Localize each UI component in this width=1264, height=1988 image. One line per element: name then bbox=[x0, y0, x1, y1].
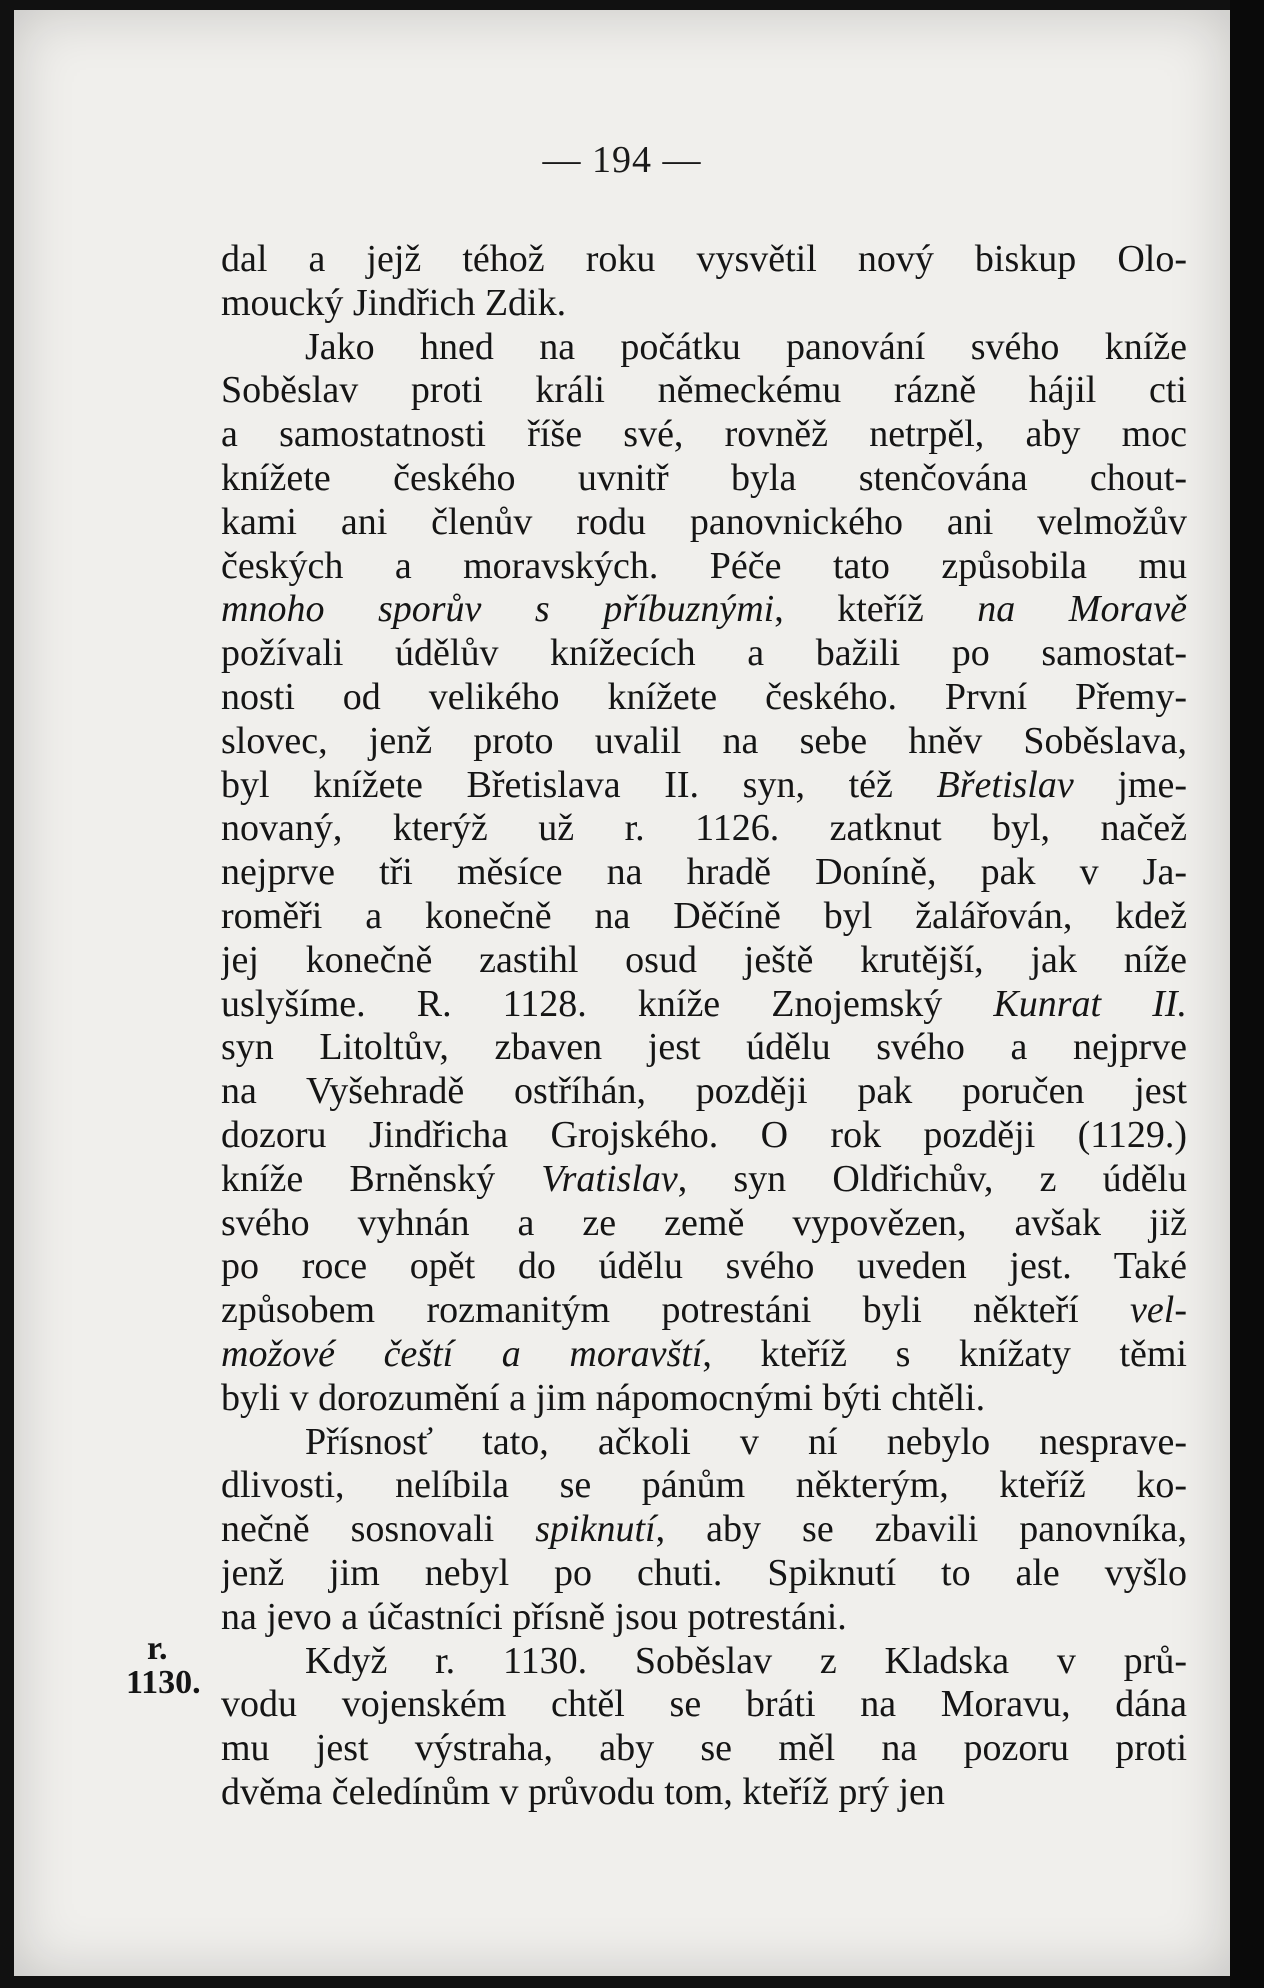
margin-note-r: r. bbox=[147, 1630, 168, 1667]
italic-phrase: spiknutí bbox=[535, 1508, 656, 1551]
text-segment: nečně sosnovali bbox=[221, 1508, 536, 1551]
text-segment: knížete českého uvnitř byla stenčována chout- bbox=[221, 456, 1187, 499]
text-segment: dal a jejž téhož roku vysvětil nový biskup Olo- bbox=[221, 238, 1187, 280]
book-page bbox=[14, 10, 1230, 1976]
text-line bbox=[221, 1026, 1187, 1070]
text-line bbox=[221, 1421, 1187, 1465]
text-segment: , aby se zbavili panovníka, bbox=[655, 1508, 1187, 1551]
text-segment: byli v dorozumění a jim nápomocnými býti chtěli. bbox=[221, 1376, 986, 1419]
text-segment: jenž jim nebyl po chuti. Spiknutí to ale vyšlo bbox=[221, 1551, 1187, 1594]
text-line bbox=[221, 1245, 1187, 1289]
text-line bbox=[221, 895, 1187, 939]
text-line bbox=[221, 1070, 1187, 1114]
text-segment: nejprve tři měsíce na hradě Doníně, pak v Ja- bbox=[221, 851, 1187, 894]
text-line bbox=[221, 1727, 1187, 1771]
text-segment: byl knížete Břetislava II. syn, též bbox=[221, 763, 937, 806]
text-line bbox=[221, 1640, 1187, 1684]
text-line bbox=[221, 720, 1187, 764]
text-line bbox=[221, 851, 1187, 895]
italic-phrase: Kunrat II. bbox=[993, 982, 1187, 1025]
text-line bbox=[221, 632, 1187, 676]
italic-phrase: Vratislav bbox=[541, 1157, 678, 1200]
text-segment: dlivosti, nelíbila se pánům některým, kteříž ko- bbox=[221, 1464, 1187, 1507]
page-number: — 194 — bbox=[542, 139, 702, 181]
text-segment: dozoru Jindřicha Grojského. O rok později (1129.) bbox=[221, 1113, 1187, 1156]
text-line bbox=[221, 413, 1187, 457]
text-segment: jme- bbox=[1073, 763, 1187, 806]
text-segment: vodu vojenském chtěl se bráti na Moravu, dána bbox=[221, 1683, 1187, 1726]
text-segment: novaný, kterýž už r. 1126. zatknut byl, načež bbox=[221, 807, 1187, 850]
italic-phrase: vel- bbox=[1130, 1289, 1187, 1332]
text-line bbox=[221, 764, 1187, 808]
text-segment: , kteříž s knížaty těmi bbox=[702, 1332, 1187, 1375]
text-line bbox=[221, 326, 1187, 370]
text-segment: kníže Brněnský bbox=[221, 1157, 542, 1200]
text-segment: moucký Jindřich Zdik. bbox=[221, 281, 567, 324]
text-segment: , kteříž bbox=[774, 588, 978, 631]
text-line bbox=[221, 1377, 1187, 1421]
text-line bbox=[221, 1289, 1187, 1333]
text-line bbox=[221, 1464, 1187, 1508]
text-line bbox=[221, 1114, 1187, 1158]
text-segment: nosti od velikého knížete českého. První Přemy- bbox=[221, 675, 1187, 718]
text-line bbox=[221, 939, 1187, 983]
text-segment: způsobem rozmanitým potrestáni byli někteří bbox=[221, 1289, 1131, 1332]
body-text bbox=[221, 238, 1187, 1815]
text-segment: na jevo a účastníci přísně jsou potrestáni. bbox=[221, 1595, 847, 1638]
text-line bbox=[221, 1683, 1187, 1727]
text-segment: Když r. 1130. Soběslav z Kladska v prů- bbox=[305, 1639, 1187, 1682]
text-segment: kami ani členův rodu panovnického ani velmožův bbox=[221, 500, 1187, 543]
text-segment: syn Litoltův, zbaven jest údělu svého a nejprve bbox=[221, 1026, 1187, 1069]
text-line bbox=[221, 1596, 1187, 1640]
italic-phrase: na Moravě bbox=[977, 588, 1187, 631]
text-segment: a samostatnosti říše své, rovněž netrpěl, aby moc bbox=[221, 413, 1187, 456]
text-line bbox=[221, 282, 1187, 326]
text-line bbox=[221, 676, 1187, 720]
text-segment: mu jest výstraha, aby se měl na pozoru proti bbox=[221, 1727, 1187, 1770]
text-line bbox=[221, 983, 1187, 1027]
page-edge bbox=[1230, 0, 1264, 1988]
text-segment: roměři a konečně na Děčíně byl žalářován, kdež bbox=[221, 894, 1187, 937]
italic-phrase: mnoho sporův s příbuznými bbox=[221, 588, 775, 631]
text-segment: Přísnosť tato, ačkoli v ní nebylo nesprave- bbox=[305, 1420, 1187, 1463]
italic-phrase: Břetislav bbox=[936, 763, 1074, 806]
margin-note-year: 1130. bbox=[126, 1664, 201, 1701]
text-line bbox=[221, 1333, 1187, 1377]
text-segment: , syn Oldřichův, z údělu bbox=[677, 1157, 1187, 1200]
text-line bbox=[221, 1771, 1187, 1815]
text-line bbox=[221, 1508, 1187, 1552]
text-line bbox=[221, 588, 1187, 632]
text-segment: českých a moravských. Péče tato způsobila mu bbox=[221, 544, 1187, 587]
text-segment: jej konečně zastihl osud ještě krutější, jak níže bbox=[221, 938, 1187, 981]
text-line bbox=[221, 457, 1187, 501]
text-line bbox=[221, 238, 1187, 282]
text-line bbox=[221, 1552, 1187, 1596]
text-segment: Jako hned na počátku panování svého kníže bbox=[305, 325, 1187, 368]
text-segment: požívali údělův knížecích a bažili po samostat- bbox=[221, 632, 1187, 675]
text-line bbox=[221, 1202, 1187, 1246]
text-segment: dvěma čeledínům v průvodu tom, kteříž prý jen bbox=[221, 1770, 945, 1813]
text-segment: slovec, jenž proto uvalil na sebe hněv Soběslava, bbox=[221, 719, 1187, 762]
text-line bbox=[221, 545, 1187, 589]
text-segment: svého vyhnán a ze země vypovězen, avšak již bbox=[221, 1201, 1187, 1244]
text-segment: uslyšíme. R. 1128. kníže Znojemský bbox=[221, 982, 994, 1025]
text-line bbox=[221, 369, 1187, 413]
text-line bbox=[221, 807, 1187, 851]
text-segment: na Vyšehradě ostříhán, později pak poručen jest bbox=[221, 1070, 1187, 1113]
text-segment: Soběslav proti králi německému rázně hájil cti bbox=[221, 369, 1187, 412]
text-segment: po roce opět do údělu svého uveden jest. Také bbox=[221, 1245, 1187, 1288]
text-line bbox=[221, 1158, 1187, 1202]
italic-phrase: možové čeští a moravští bbox=[221, 1332, 703, 1375]
text-line bbox=[221, 501, 1187, 545]
